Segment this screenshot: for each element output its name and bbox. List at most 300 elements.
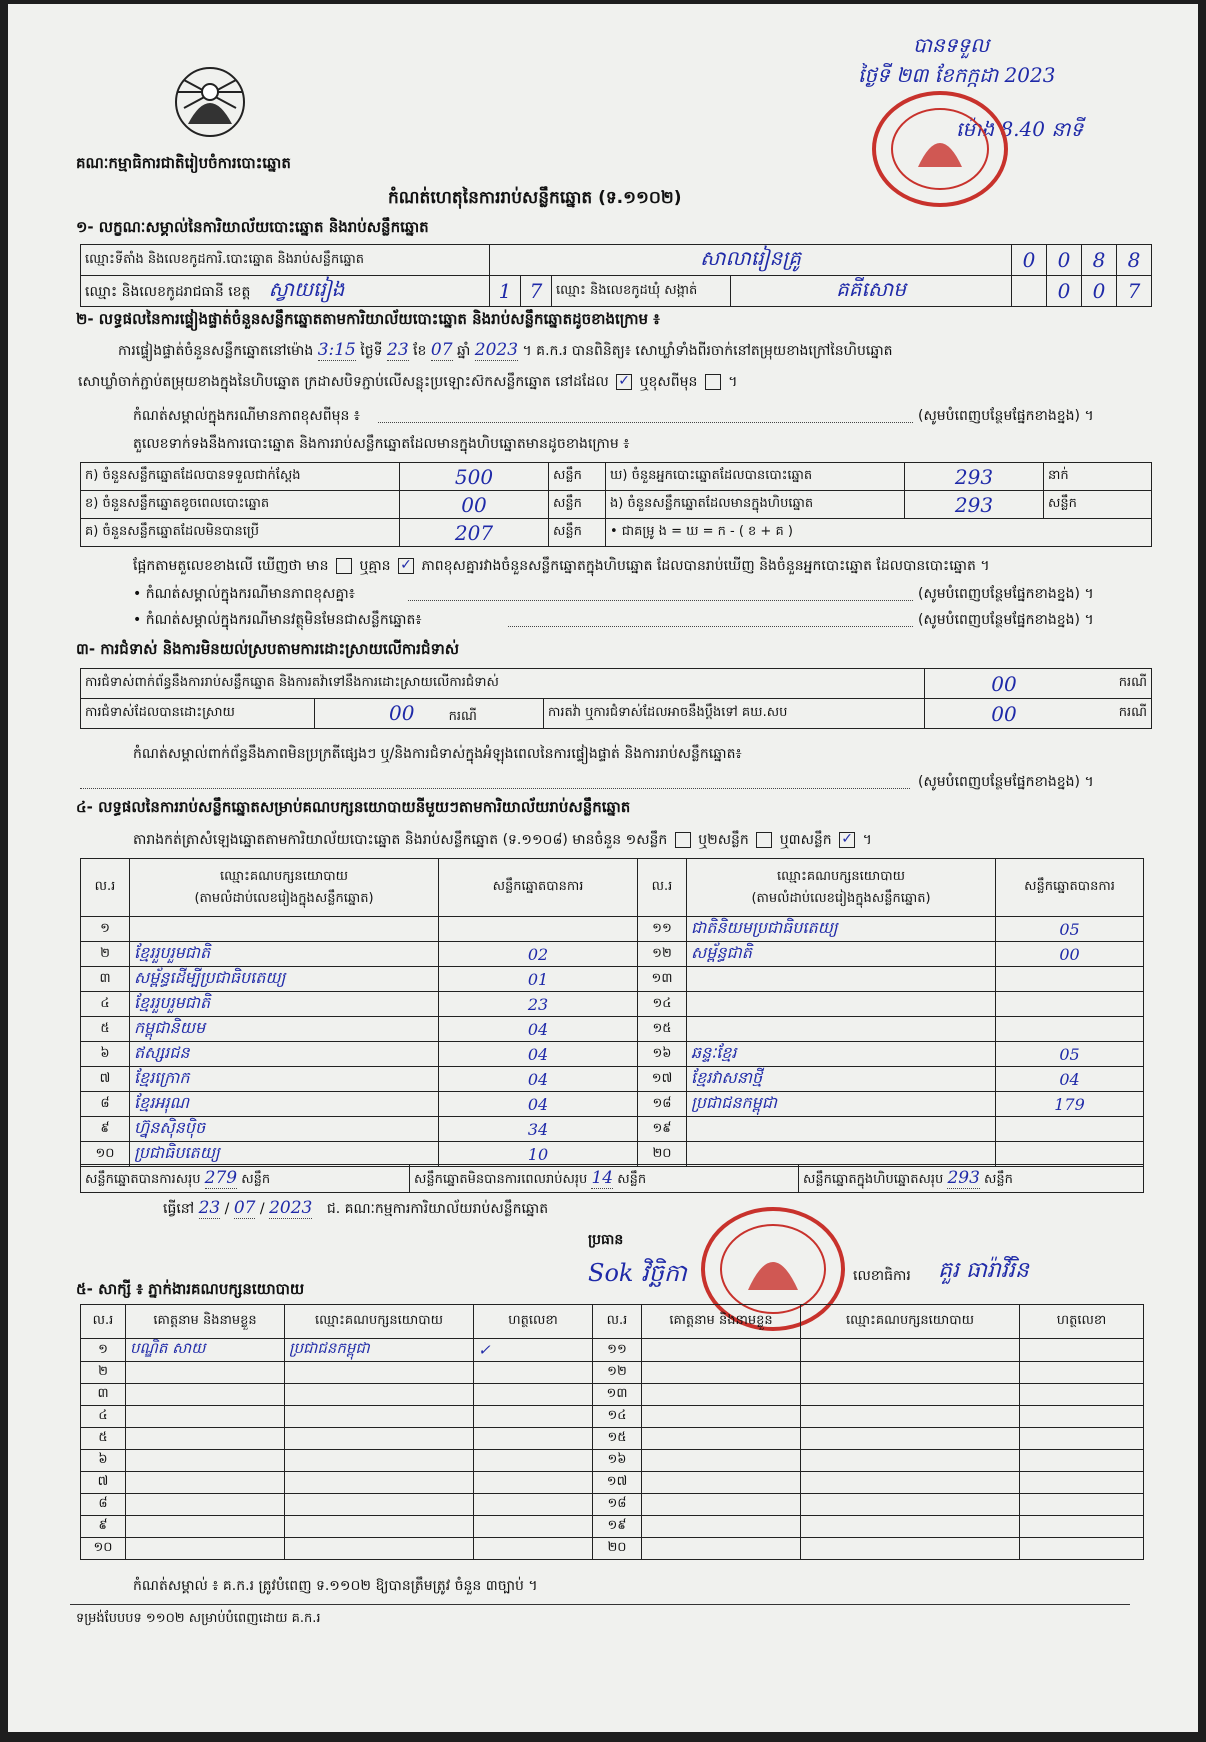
total-invalid-cell xyxy=(410,1165,799,1193)
witness-sign xyxy=(1020,1516,1144,1538)
witness-name xyxy=(126,1406,285,1428)
tally-end: ។ xyxy=(862,832,872,848)
tally-opt2: ឬ២សន្លឹក xyxy=(698,832,749,848)
tally-intro: តារាងកត់ត្រាសំឡេងឆ្នោតតាមការិយាល័យបោះឆ្នោត និងរាប់សន្លឹកឆ្នោត (ទ.១១០៨) មានចំនួន ១សន្លឹក xyxy=(133,832,668,848)
witness-no: ១៦ xyxy=(593,1450,642,1472)
commune-name: គគីសោម xyxy=(731,276,1012,307)
total-valid-cell xyxy=(81,1165,410,1193)
party-name: ហ្វ៊ុនស៊ិនប៉ិច xyxy=(130,1117,439,1142)
witness-party: ប្រជាជនកម្ពុជា xyxy=(285,1339,474,1362)
spoiled-value: 00 xyxy=(400,491,549,519)
same-checkbox[interactable]: ✓ xyxy=(616,374,632,390)
tally-opt3: ឬ៣សន្លឹក xyxy=(779,832,832,848)
party-no: ១៦ xyxy=(638,1042,687,1067)
party-votes: 34 xyxy=(439,1117,638,1142)
witness-name xyxy=(126,1450,285,1472)
p4-text-b: ឬគ្មាន xyxy=(359,558,391,574)
appeal-unit: ករណី xyxy=(1083,699,1152,729)
witness-name xyxy=(126,1384,285,1406)
party-name: ខ្មែរអរុណ xyxy=(130,1092,439,1117)
party-votes: 05 xyxy=(996,917,1144,942)
section3-suffix: (សូមបំពេញបន្ថែមផ្នែកខាងខ្នង) ។ xyxy=(918,774,1094,790)
witness-party xyxy=(285,1406,474,1428)
table-row xyxy=(81,1450,1144,1472)
party-name: ប្រជាធិបតេយ្យ xyxy=(130,1142,439,1167)
witness-name xyxy=(126,1516,285,1538)
discrepancy-line xyxy=(133,556,990,577)
form-title: កំណត់ហេតុនៃការរាប់សន្លឹកឆ្នោត (ទ.១១០២) xyxy=(388,188,682,208)
bullet-foreign-suffix: (សូមបំពេញបន្ថែមផ្នែកខាងខ្នង) ។ xyxy=(918,612,1094,628)
witness-sign xyxy=(474,1472,593,1494)
bullet-difference-suffix: (សូមបំពេញបន្ថែមផ្នែកខាងខ្នង) ។ xyxy=(918,586,1094,602)
party-name xyxy=(130,917,439,942)
party-no: ៧ xyxy=(81,1067,130,1092)
party-votes: 23 xyxy=(439,992,638,1017)
witness-name xyxy=(642,1516,801,1538)
witness-name xyxy=(642,1406,801,1428)
party-name: កម្ពុជានិយម xyxy=(130,1017,439,1042)
spoiled-label: ខ) ចំនួនសន្លឹកឆ្នោតខូចពេលបោះឆ្នោត xyxy=(81,491,400,519)
w-col-no-left: ល.រ xyxy=(81,1305,126,1339)
done-day: 23 xyxy=(198,1198,221,1218)
party-name: ខ្មែរវាសនាថ្មី xyxy=(687,1067,996,1092)
table-row xyxy=(81,1362,1144,1384)
table-row xyxy=(81,1428,1144,1450)
party-no: ៩ xyxy=(81,1117,130,1142)
party-name: ខ្មែររួបរួមជាតិ xyxy=(130,942,439,967)
check-hour: 3:15 xyxy=(317,340,356,360)
witness-sign xyxy=(474,1428,593,1450)
commune-label: ឈ្មោះ និងលេខកូដឃុំ សង្កាត់ xyxy=(552,276,731,307)
total-box-unit: សន្លឹក xyxy=(984,1171,1013,1187)
table-row xyxy=(81,1042,1144,1067)
table-row xyxy=(81,1384,1144,1406)
difference-note-label: កំណត់សម្គាល់ក្នុងករណីមានភាពខុសពីមុន ៖ xyxy=(133,408,360,424)
w-col-sign-left: ហត្ថលេខា xyxy=(474,1305,593,1339)
witness-party xyxy=(285,1450,474,1472)
party-no: ៦ xyxy=(81,1042,130,1067)
unused-unit: សន្លឹក xyxy=(549,519,606,547)
witness-no: ៤ xyxy=(81,1406,126,1428)
witness-party xyxy=(801,1494,1020,1516)
commune-code-2: 0 xyxy=(1082,276,1117,307)
party-votes: 04 xyxy=(439,1042,638,1067)
formula-text: • ជាគម្រូ ង = ឃ = ក - ( ខ + គ ) xyxy=(606,519,1152,547)
spoiled-unit: សន្លឹក xyxy=(549,491,606,519)
witness-party xyxy=(285,1428,474,1450)
witness-table xyxy=(80,1304,1144,1560)
total-box-value: 293 xyxy=(947,1167,980,1188)
witness-sign xyxy=(1020,1450,1144,1472)
witness-party xyxy=(285,1472,474,1494)
commune-code-1: 0 xyxy=(1047,276,1082,307)
p4-text-a: ផ្អែកតាមតួលេខខាងលើ ឃើញថា មាន xyxy=(133,558,329,574)
witness-name xyxy=(642,1428,801,1450)
party-name xyxy=(687,992,996,1017)
voters-unit: នាក់ xyxy=(1044,463,1152,491)
witness-no: ១៩ xyxy=(593,1516,642,1538)
witness-name xyxy=(642,1339,801,1362)
chair-label: ប្រធាន xyxy=(588,1232,624,1248)
party-votes: 179 xyxy=(996,1092,1144,1117)
witness-party xyxy=(285,1516,474,1538)
witness-name xyxy=(642,1538,801,1560)
total-box-cell xyxy=(799,1165,1144,1193)
col-party-left-title: ឈ្មោះគណបក្សនយោបាយ xyxy=(220,868,348,884)
party-no: ១៤ xyxy=(638,992,687,1017)
witness-sign xyxy=(474,1362,593,1384)
changed-checkbox[interactable] xyxy=(705,374,721,390)
party-votes: 04 xyxy=(996,1067,1144,1092)
province-name: ស្វាយរៀង xyxy=(268,277,345,301)
objection-value: 00 xyxy=(925,669,1084,699)
table-row xyxy=(81,992,1144,1017)
witness-sign xyxy=(474,1538,593,1560)
w-col-sign-right: ហត្ថលេខា xyxy=(1020,1305,1144,1339)
bullet-foreign-line[interactable] xyxy=(508,626,913,627)
section2-heading: ២- លទ្ធផលនៃការផ្ទៀងផ្ទាត់ចំនួនសន្លឹកឆ្នោតតាមការិយាល័យបោះឆ្នោត និងរាប់សន្លឹកឆ្នោតដូចខាងក្រោម ៖ xyxy=(76,310,660,328)
witness-sign xyxy=(474,1450,593,1472)
party-votes xyxy=(996,992,1144,1017)
stamp-top xyxy=(870,89,1010,209)
p1-text-b: ថ្ងៃទី xyxy=(360,343,383,359)
witness-no: ១២ xyxy=(593,1362,642,1384)
org-name: គណៈកម្មាធិការជាតិរៀបចំការបោះឆ្នោត xyxy=(76,154,291,172)
total-invalid-unit: សន្លឹក xyxy=(617,1171,647,1187)
objection-table xyxy=(80,668,1152,729)
party-no: ១៩ xyxy=(638,1117,687,1142)
witness-no: ៦ xyxy=(81,1450,126,1472)
difference-note-line[interactable] xyxy=(378,422,913,423)
party-name xyxy=(687,1117,996,1142)
totals-table xyxy=(80,1164,1144,1193)
witness-name xyxy=(642,1472,801,1494)
received-label: ក) ចំនួនសន្លឹកឆ្នោតដែលបានទទួលជាក់ស្តែង xyxy=(81,463,400,491)
done-year: 2023 xyxy=(269,1198,313,1218)
appeal-value: 00 xyxy=(925,699,1084,729)
witness-sign xyxy=(474,1516,593,1538)
section2-paragraph1 xyxy=(118,340,893,362)
table-row xyxy=(81,1472,1144,1494)
table-row xyxy=(81,1142,1144,1167)
table-row xyxy=(81,942,1144,967)
witness-party xyxy=(801,1450,1020,1472)
discrepancy-yes-checkbox[interactable] xyxy=(336,558,352,574)
table-row xyxy=(81,1092,1144,1117)
station-code-3: 8 xyxy=(1082,245,1117,276)
difference-note-suffix: (សូមបំពេញបន្ថែមផ្នែកខាងខ្នង) ។ xyxy=(918,408,1094,424)
witness-sign xyxy=(1020,1362,1144,1384)
secretary-label: លេខាធិការ xyxy=(853,1268,911,1284)
unused-label: គ) ចំនួនសន្លឹកឆ្នោតដែលមិនបានប្រើ xyxy=(81,519,400,547)
total-valid-value: 279 xyxy=(204,1167,238,1188)
check-year: 2023 xyxy=(474,340,519,360)
party-votes xyxy=(996,1017,1144,1042)
p2-text-b: ឬខុសពីមុន xyxy=(639,374,698,390)
total-invalid-label: សន្លឹកឆ្នោតមិនបានការពេលរាប់សរុប xyxy=(414,1171,588,1187)
w-col-name-left: គោត្តនាម និងនាមខ្លួន xyxy=(126,1305,285,1339)
done-date-line: ធ្វើនៅ 23 / 07 / 2023 ជ. គណៈកម្មការការិយាល័យរាប់សន្លឹកឆ្នោត xyxy=(163,1198,549,1218)
voters-label: ឃ) ចំនួនអ្នកបោះឆ្នោតដែលបានបោះឆ្នោត xyxy=(606,463,905,491)
w-col-party-right: ឈ្មោះគណបក្សនយោបាយ xyxy=(801,1305,1020,1339)
station-label: ឈ្មោះទីតាំង និងលេខកូដការិ.បោះឆ្នោត និងរាប់សន្លឹកឆ្នោត xyxy=(81,245,490,276)
in-box-value: 293 xyxy=(905,491,1044,519)
witness-no: ១ xyxy=(81,1339,126,1362)
witness-name: បណ្ឌិត សាយ xyxy=(126,1339,285,1362)
received-time: ម៉ោង 8.40 នាទី xyxy=(956,117,1084,141)
province-code-1: 1 xyxy=(490,276,521,307)
party-votes: 04 xyxy=(439,1092,638,1117)
party-votes: 00 xyxy=(996,942,1144,967)
witness-party xyxy=(285,1384,474,1406)
table-row xyxy=(81,1494,1144,1516)
witness-sign xyxy=(1020,1494,1144,1516)
witness-sign xyxy=(474,1494,593,1516)
witness-no: ៧ xyxy=(81,1472,126,1494)
form-sheet xyxy=(8,4,1198,1732)
party-no: ១៧ xyxy=(638,1067,687,1092)
col-party-right xyxy=(687,859,996,917)
total-valid-label: សន្លឹកឆ្នោតបានការសរុប xyxy=(85,1171,201,1187)
total-valid-unit: សន្លឹក xyxy=(241,1171,271,1187)
witness-no: ៨ xyxy=(81,1494,126,1516)
appeal-label: ការតវ៉ា ឬការជំទាស់ដែលអាចនឹងប្តឹងទៅ គឃ.សប xyxy=(544,699,925,729)
col-no-left: ល.រ xyxy=(81,859,130,917)
party-name: ប្រជាជនកម្ពុជា xyxy=(687,1092,996,1117)
footer-divider xyxy=(70,1604,1130,1605)
p2-text: សោឃ្លាំចាក់ភ្ជាប់តម្រុយខាងក្នុងនៃហិបឆ្នោត ក្រដាសបិទភ្ជាប់លើសន្លុះប្រឡោះស៊កសន្លឹកឆ្នោត នៅដដែល xyxy=(78,374,609,390)
w-col-no-right: ល.រ xyxy=(593,1305,642,1339)
table-row xyxy=(81,1117,1144,1142)
voters-value: 293 xyxy=(905,463,1044,491)
table-row xyxy=(81,1339,1144,1362)
witness-name xyxy=(126,1494,285,1516)
witness-no: ១៥ xyxy=(593,1428,642,1450)
witness-name xyxy=(642,1362,801,1384)
party-no: ១៨ xyxy=(638,1092,687,1117)
chair-signature: Sok វិច្ឆិកា xyxy=(588,1259,687,1287)
w-col-name-right: គោត្តនាម និងនាមខ្លួន xyxy=(642,1305,801,1339)
witness-no: ៣ xyxy=(81,1384,126,1406)
witness-no: ៩ xyxy=(81,1516,126,1538)
p1-text-d: ឆ្នាំ xyxy=(456,343,471,359)
party-votes: 10 xyxy=(439,1142,638,1167)
party-no: ៥ xyxy=(81,1017,130,1042)
party-no: ១៣ xyxy=(638,967,687,992)
witness-sign xyxy=(474,1406,593,1428)
bullet-difference-line[interactable] xyxy=(408,600,913,601)
witness-sign xyxy=(1020,1406,1144,1428)
witness-sign xyxy=(1020,1472,1144,1494)
done-label: ធ្វើនៅ xyxy=(163,1201,195,1217)
witness-no: ១៧ xyxy=(593,1472,642,1494)
section2-paragraph2 xyxy=(78,372,738,393)
witness-sign xyxy=(474,1384,593,1406)
total-invalid-value: 14 xyxy=(591,1167,614,1188)
section1-heading: ១- លក្ខណៈសម្គាល់នៃការិយាល័យបោះឆ្នោត និងរាប់សន្លឹកឆ្នោត xyxy=(76,218,429,236)
party-votes: 05 xyxy=(996,1042,1144,1067)
station-code-1: 0 xyxy=(1012,245,1047,276)
bullet-difference: • កំណត់សម្គាល់ក្នុងករណីមានភាពខុសគ្នា៖ xyxy=(133,586,355,602)
resolved-cell xyxy=(315,699,544,729)
witness-sign xyxy=(1020,1339,1144,1362)
witness-name xyxy=(126,1538,285,1560)
party-no: ១៥ xyxy=(638,1017,687,1042)
unused-value: 207 xyxy=(400,519,549,547)
party-votes: 04 xyxy=(439,1017,638,1042)
witness-no: ៥ xyxy=(81,1428,126,1450)
section3-heading: ៣- ការជំទាស់ និងការមិនយល់ស្របតាមការដោះស្រាយលើការជំទាស់ xyxy=(76,640,460,658)
tally-sheet-line xyxy=(133,830,872,851)
party-name: ជាតិនិយមប្រជាធិបតេយ្យ xyxy=(687,917,996,942)
table-row xyxy=(81,1516,1144,1538)
col-party-left-sub: (តាមលំដាប់លេខរៀងក្នុងសន្លឹកឆ្នោត) xyxy=(194,890,374,906)
p1-text-e: ។ គ.ក.រ បានពិនិត្យ៖ សោឃ្លាំទាំងពីរចាក់នៅតម្រុយខាងក្រៅនៃហិបឆ្នោត xyxy=(522,343,893,359)
total-box-label: សន្លឹកឆ្នោតក្នុងហិបឆ្នោតសរុប xyxy=(803,1171,944,1187)
party-no: ១១ xyxy=(638,917,687,942)
party-no: ១០ xyxy=(81,1142,130,1167)
table-row xyxy=(81,1406,1144,1428)
party-name xyxy=(687,1142,996,1167)
party-name: ឥស្សរជន xyxy=(130,1042,439,1067)
witness-no: ១៨ xyxy=(593,1494,642,1516)
party-no: ១ xyxy=(81,917,130,942)
witness-party xyxy=(801,1516,1020,1538)
ballot-count-table xyxy=(80,462,1152,547)
party-no: ៤ xyxy=(81,992,130,1017)
discrepancy-no-checkbox[interactable]: ✓ xyxy=(398,558,414,574)
resolved-unit: ករណី xyxy=(448,708,477,724)
resolved-label: ការជំទាស់ដែលបានដោះស្រាយ xyxy=(81,699,315,729)
table-row xyxy=(81,1067,1144,1092)
witness-no: ១០ xyxy=(81,1538,126,1560)
party-name: សម្ព័ន្ធដើម្បីប្រជាធិបតេយ្យ xyxy=(130,967,439,992)
party-no: ២០ xyxy=(638,1142,687,1167)
witness-party xyxy=(801,1384,1020,1406)
col-no-right: ល.រ xyxy=(638,859,687,917)
witness-no: ២០ xyxy=(593,1538,642,1560)
station-table xyxy=(80,244,1152,307)
col-party-left xyxy=(130,859,439,917)
w-col-party-left: ឈ្មោះគណបក្សនយោបាយ xyxy=(285,1305,474,1339)
commune-code-3: 7 xyxy=(1117,276,1152,307)
party-votes xyxy=(996,967,1144,992)
witness-party xyxy=(801,1339,1020,1362)
objection-label: ការជំទាស់ពាក់ព័ន្ធនឹងការរាប់សន្លឹកឆ្នោត និងការតវ៉ាទៅនឹងការដោះស្រាយលើការជំទាស់ xyxy=(81,669,925,699)
witness-party xyxy=(285,1538,474,1560)
witness-name xyxy=(642,1450,801,1472)
party-results-table xyxy=(80,858,1144,1167)
table-row xyxy=(81,1538,1144,1560)
party-no: ១២ xyxy=(638,942,687,967)
witness-name xyxy=(642,1384,801,1406)
in-box-label: ង) ចំនួនសន្លឹកឆ្នោតដែលមានក្នុងហិបឆ្នោត xyxy=(606,491,905,519)
party-no: ៣ xyxy=(81,967,130,992)
party-name: ខ្មែររួបរួមជាតិ xyxy=(130,992,439,1017)
station-name: សាលារៀនគ្រូ xyxy=(490,245,1012,276)
nec-logo xyxy=(168,62,252,142)
witness-party xyxy=(801,1362,1020,1384)
two-sheet-checkbox[interactable] xyxy=(756,832,772,848)
party-name: ខ្មែរក្រោក xyxy=(130,1067,439,1092)
p4-text-c: ភាពខុសគ្នារវាងចំនួនសន្លឹកឆ្នោតក្នុងហិបឆ្នោត ដែលបានរាប់ឃើញ និងចំនួនអ្នកបោះឆ្នោត ដែលបានបោះឆ្នោត ។ xyxy=(421,558,990,574)
resolved-value: 00 xyxy=(389,700,415,725)
party-votes xyxy=(439,917,638,942)
in-box-unit: សន្លឹក xyxy=(1044,491,1152,519)
one-sheet-checkbox[interactable] xyxy=(675,832,691,848)
witness-sign xyxy=(1020,1538,1144,1560)
p1-text-c: ខែ xyxy=(413,343,427,359)
col-party-right-title: ឈ្មោះគណបក្សនយោបាយ xyxy=(777,868,905,884)
form-footer: ទម្រង់បែបបទ ១១០២ សម្រាប់បំពេញដោយ គ.ក.រ xyxy=(76,1611,321,1626)
witness-sign xyxy=(1020,1428,1144,1450)
p1-text-a: ការផ្ទៀងផ្ទាត់ចំនួនសន្លឹកឆ្នោតនៅម៉ោង xyxy=(118,343,314,359)
table-row xyxy=(81,1017,1144,1042)
section2-paragraph3: តួលេខទាក់ទងនឹងការបោះឆ្នោត និងការរាប់សន្លឹកឆ្នោតដែលមានក្នុងហិបឆ្នោតមានដូចខាងក្រោម ៖ xyxy=(133,436,630,452)
objection-unit: ករណី xyxy=(1083,669,1152,699)
party-no: ២ xyxy=(81,942,130,967)
witness-party xyxy=(801,1472,1020,1494)
table-row xyxy=(81,967,1144,992)
witness-no: ១៣ xyxy=(593,1384,642,1406)
party-name: សម្ព័ន្ធជាតិ xyxy=(687,942,996,967)
station-code-4: 8 xyxy=(1117,245,1152,276)
col-votes-right: សន្លឹកឆ្នោតបានការ xyxy=(996,859,1144,917)
col-votes-left: សន្លឹកឆ្នោតបានការ xyxy=(439,859,638,917)
witness-party xyxy=(801,1406,1020,1428)
party-votes xyxy=(996,1117,1144,1142)
received-unit: សន្លឹក xyxy=(549,463,606,491)
witness-party xyxy=(285,1494,474,1516)
received-note: បានទទួល xyxy=(913,33,990,57)
witness-sign: ✓ xyxy=(474,1339,593,1362)
col-party-right-sub: (តាមលំដាប់លេខរៀងក្នុងសន្លឹកឆ្នោត) xyxy=(751,890,931,906)
received-value: 500 xyxy=(400,463,549,491)
party-votes: 02 xyxy=(439,942,638,967)
witness-party xyxy=(801,1538,1020,1560)
province-code-2: 7 xyxy=(521,276,552,307)
section5-note: កំណត់សម្គាល់ ៖ គ.ក.រ ត្រូវបំពេញ ទ.១១០២ ឱ្យបានត្រឹមត្រូវ ចំនួន ៣ច្បាប់ ។ xyxy=(133,1578,538,1594)
table-row xyxy=(81,917,1144,942)
witness-party xyxy=(285,1362,474,1384)
party-no: ៨ xyxy=(81,1092,130,1117)
witness-name xyxy=(126,1428,285,1450)
witness-no: ១៤ xyxy=(593,1406,642,1428)
committee-label: ជ. គណៈកម្មការការិយាល័យរាប់សន្លឹកឆ្នោត xyxy=(326,1201,549,1217)
bullet-foreign-object: • កំណត់សម្គាល់ក្នុងករណីមានវត្ថុមិនមែនជាសន្លឹកឆ្នោត៖ xyxy=(133,612,422,628)
province-label: ឈ្មោះ និងលេខកូដរាជធានី ខេត្ត xyxy=(85,284,251,300)
received-date: ថ្ងៃទី ២៣ ខែកក្កដា 2023 xyxy=(858,63,1056,87)
party-votes: 04 xyxy=(439,1067,638,1092)
party-name: ឆន្ទៈខ្មែរ xyxy=(687,1042,996,1067)
witness-name xyxy=(126,1472,285,1494)
witness-name xyxy=(642,1494,801,1516)
check-day: 23 xyxy=(387,340,409,360)
secretary-signature: គួរ ធារ៉ាវីរិន xyxy=(938,1258,1029,1283)
party-name xyxy=(687,967,996,992)
party-votes: 01 xyxy=(439,967,638,992)
witness-party xyxy=(801,1428,1020,1450)
station-code-2: 0 xyxy=(1047,245,1082,276)
witness-no: ២ xyxy=(81,1362,126,1384)
section5-heading: ៥- សាក្សី ៖ ភ្នាក់ងារគណបក្សនយោបាយ xyxy=(76,1280,305,1298)
section3-note-line[interactable] xyxy=(80,788,910,789)
witness-no: ១១ xyxy=(593,1339,642,1362)
three-sheet-checkbox[interactable]: ✓ xyxy=(839,832,855,848)
witness-sign xyxy=(1020,1384,1144,1406)
party-name xyxy=(687,1017,996,1042)
p2-text-c: ។ xyxy=(728,374,738,390)
